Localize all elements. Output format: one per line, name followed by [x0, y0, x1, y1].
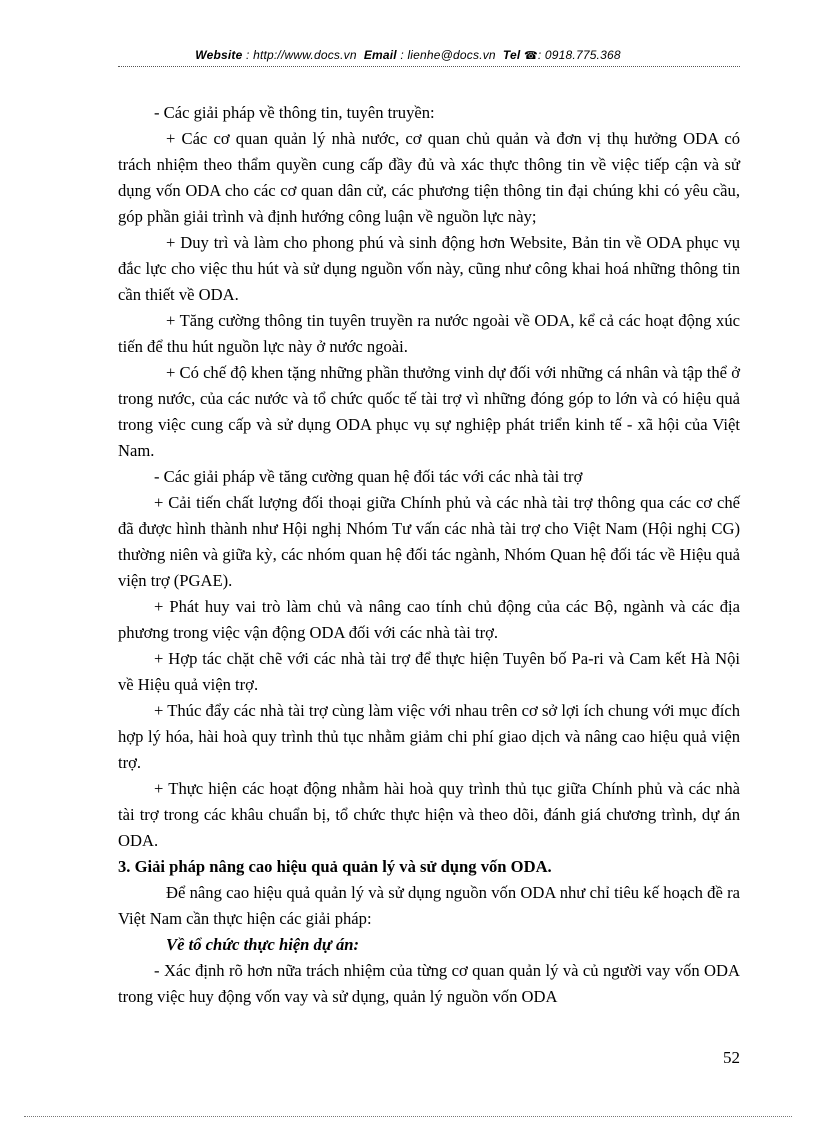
- page-number: 52: [723, 1048, 740, 1067]
- paragraph-intro-solutions: Để nâng cao hiệu quả quản lý và sử dụng nguồn vốn ODA như chỉ tiêu kế hoạch đề ra Việt Nam cần thực hiện các giải pháp:: [118, 883, 740, 928]
- subheading-project-organization: Về tổ chức thực hiện dự án:: [166, 935, 359, 954]
- footer-rule: [24, 1116, 792, 1117]
- website-value: : http://www.docs.vn: [246, 48, 357, 62]
- paragraph-paris-declaration: + Hợp tác chặt chẽ với các nhà tài trợ để thực hiện Tuyên bố Pa-ri và Cam kết Hà Nội về Hiệu quả viện trợ.: [118, 649, 740, 694]
- email-label: Email: [363, 48, 397, 62]
- phone-icon: ☎: [523, 50, 538, 62]
- tel-label: Tel: [502, 48, 521, 62]
- paragraph-info-solutions: - Các giải pháp về thông tin, tuyên truyền:: [154, 103, 435, 122]
- document-body: [118, 100, 740, 1010]
- paragraph-dialogue: + Cải tiến chất lượng đối thoại giữa Chính phủ và các nhà tài trợ thông qua các cơ chế đã được hình thành như Hội nghị Nhóm Tư vấn các nhà tài trợ cho Việt Nam (Hội nghị CG) thường niên và giữa kỳ, các nhóm quan hệ đối tác ngành, Nhóm Quan hệ đối tác về Hiệu quả viện trợ (PGAE).: [118, 493, 740, 590]
- paragraph-ownership: + Phát huy vai trò làm chủ và nâng cao tính chủ động của các Bộ, ngành và các địa phương trong việc vận động ODA đối với các nhà tài trợ.: [118, 597, 740, 642]
- paragraph-harmonization: + Thực hiện các hoạt động nhằm hài hoà quy trình thủ tục giữa Chính phủ và các nhà tài trợ trong các khâu chuẩn bị, tổ chức thực hiện và theo dõi, đánh giá chương trình, dự án ODA.: [118, 779, 740, 850]
- email-value: : lienhe@docs.vn: [400, 48, 496, 62]
- paragraph-donor-cooperation: + Thúc đẩy các nhà tài trợ cùng làm việc với nhau trên cơ sở lợi ích chung với mục đích hợp lý hóa, hài hoà quy trình thủ tục nhằm giảm chi phí giao dịch và nâng cao hiệu quả viện trợ.: [118, 701, 740, 772]
- tel-value: : 0918.775.368: [537, 48, 621, 62]
- paragraph-awards: + Có chế độ khen tặng những phần thưởng vinh dự đối với những cá nhân và tập thể ở trong nước, của các nước và tổ chức quốc tế tài trợ vì những đóng góp to lớn và có hiệu quả trong việc cung cấp và sử dụng ODA phục vụ sự nghiệp phát triển kinh tế - xã hội của Việt Nam.: [118, 363, 740, 460]
- paragraph-responsibility: - Xác định rõ hơn nữa trách nhiệm của từng cơ quan quản lý và củ người vay vốn ODA trong việc huy động vốn vay và sử dụng, quản lý nguồn vốn ODA: [118, 961, 740, 1006]
- paragraph-state-agencies: + Các cơ quan quản lý nhà nước, cơ quan chủ quản và đơn vị thụ hưởng ODA có trách nhiệm theo thẩm quyền cung cấp đầy đủ và xác thực thông tin về việc tiếp cận và sử dụng vốn ODA cho các cơ quan dân cử, các phương tiện thông tin đại chúng khi có yêu cầu, góp phần giải trình và định hướng công luận về nguồn lực này;: [118, 129, 740, 226]
- website-label: Website: [195, 48, 243, 62]
- page-header: [0, 48, 816, 62]
- paragraph-website-bulletin: + Duy trì và làm cho phong phú và sinh động hơn Website, Bản tin về ODA phục vụ đắc lực cho việc thu hút và sử dụng nguồn vốn này, cũng như công khai hoá những thông tin cần thiết về ODA.: [118, 233, 740, 304]
- section-heading-3: 3. Giải pháp nâng cao hiệu quả quản lý và sử dụng vốn ODA.: [118, 857, 552, 876]
- paragraph-partner-solutions: - Các giải pháp về tăng cường quan hệ đối tác với các nhà tài trợ: [154, 467, 583, 486]
- header-rule: [118, 66, 740, 67]
- paragraph-foreign-promotion: + Tăng cường thông tin tuyên truyền ra nước ngoài về ODA, kể cả các hoạt động xúc tiến để thu hút nguồn lực này ở nước ngoài.: [118, 311, 740, 356]
